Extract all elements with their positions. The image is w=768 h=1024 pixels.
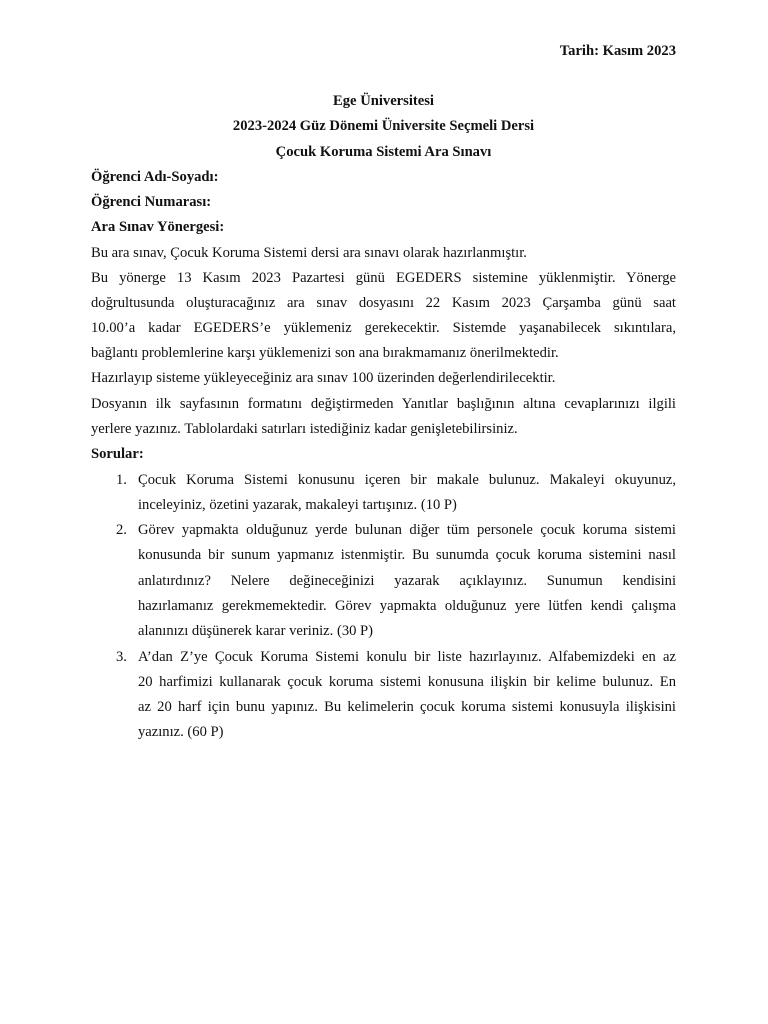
question-line: az 20 harf için bunu yapınız. Bu kelimelerin çocuk koruma sistemi konusuyla ilişkisini: [138, 699, 676, 715]
question-line: yazınız. (60 P): [138, 724, 224, 740]
exam-title: Çocuk Koruma Sistemi Ara Sınavı: [275, 144, 492, 160]
question-line: hazırlamanız gerekmemektedir. Görev yapmakta olduğunuz yere lütfen kendi çalışma: [138, 598, 676, 614]
instructions-heading: Ara Sınav Yönergesi:: [91, 219, 225, 235]
question-number: 2.: [116, 522, 127, 538]
question-line: 20 harfimizi kullanarak çocuk koruma sistemi konusuna ilişkin bir kelime bulunuz. En: [138, 674, 676, 690]
question-line: inceleyiniz, özetini yazarak, makaleyi tartışınız. (10 P): [138, 497, 457, 513]
question-number: 3.: [116, 649, 127, 665]
student-name-label: Öğrenci Adı-Soyadı:: [91, 169, 219, 185]
date-label: Tarih: Kasım 2023: [559, 43, 676, 59]
instruction-paragraph-2-line: 10.00’a kadar EGEDERS’e yüklemeniz gerekecektir. Sistemde yaşanabilecek sıkıntılara,: [91, 320, 676, 336]
question-line: konusunda bir sunum yapmanız istenmiştir. Bu sunumda çocuk koruma sistemini nasıl: [138, 547, 676, 563]
question-number: 1.: [116, 472, 127, 488]
instruction-paragraph-3: Hazırlayıp sisteme yükleyeceğiniz ara sınav 100 üzerinden değerlendirilecektir.: [91, 370, 556, 386]
question-line: Görev yapmakta olduğunuz yerde bulunan diğer tüm personele çocuk koruma sistemi: [138, 522, 676, 538]
question-line: alanınızı düşünerek karar veriniz. (30 P): [138, 623, 374, 639]
instruction-paragraph-1: Bu ara sınav, Çocuk Koruma Sistemi dersi ara sınavı olarak hazırlanmıştır.: [91, 245, 527, 261]
instruction-paragraph-2-line: Bu yönerge 13 Kasım 2023 Pazartesi günü EGEDERS sistemine yüklenmiştir. Yönerge: [91, 270, 676, 286]
question-line: anlatırdınız? Nelere değineceğinizi yazarak açıklayınız. Sunumun kendisini: [138, 573, 676, 589]
question-line: Çocuk Koruma Sistemi konusunu içeren bir makale bulunuz. Makaleyi okuyunuz,: [138, 472, 676, 488]
instruction-paragraph-2-line: doğrultusunda oluşturacağınız ara sınav dosyasını 22 Kasım 2023 Çarşamba günü saat: [91, 295, 676, 311]
instruction-paragraph-4-line: yerlere yazınız. Tablolardaki satırları istediğiniz kadar genişletebilirsiniz.: [91, 421, 518, 437]
student-number-label: Öğrenci Numarası:: [91, 194, 212, 210]
question-line: A’dan Z’ye Çocuk Koruma Sistemi konulu bir liste hazırlayınız. Alfabemizdeki en az: [138, 649, 676, 665]
questions-heading: Sorular:: [91, 446, 144, 462]
instruction-paragraph-4-line: Dosyanın ilk sayfasının formatını değiştirmeden Yanıtlar başlığının altına cevaplarınızı ilgili: [91, 396, 676, 412]
course-title: 2023-2024 Güz Dönemi Üniversite Seçmeli Dersi: [232, 118, 535, 134]
instruction-paragraph-2-line: bağlantı problemlerine karşı yüklemenizi son ana bırakmamanız önerilmektedir.: [91, 345, 559, 361]
university-title: Ege Üniversitesi: [333, 93, 434, 109]
